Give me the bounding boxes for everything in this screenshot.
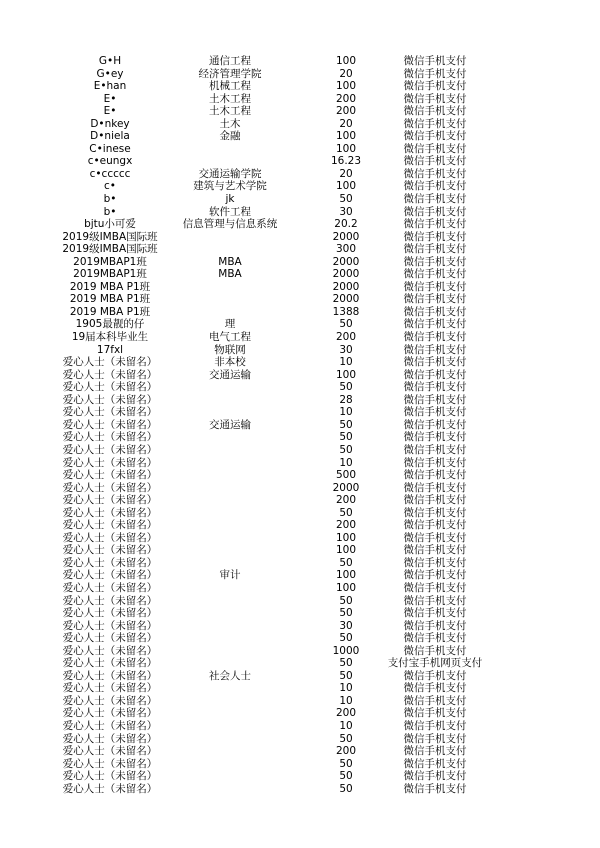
table-row [0,783,600,796]
payment-method: 微信手机支付 [403,255,467,268]
payment-method: 微信手机支付 [403,531,467,544]
donor-major: 电气工程 [209,331,251,344]
donation-amount: 20 [339,67,353,80]
table-row [0,168,600,181]
donation-amount: 2000 [332,481,360,494]
table-row [0,344,600,357]
donation-amount: 10 [339,719,353,732]
table-row [0,657,600,670]
table-row [0,457,600,470]
donation-amount: 50 [339,443,353,456]
payment-method: 微信手机支付 [403,105,467,118]
donation-amount: 50 [339,607,353,620]
donor-major: 土木工程 [209,105,251,118]
donor-major: 交通运输学院 [198,167,262,180]
donor-name: E• [103,105,117,118]
donation-amount: 50 [339,381,353,394]
table-row [0,356,600,369]
donor-name: G•ey [96,67,124,80]
payment-method: 微信手机支付 [403,293,467,306]
donor-name: 2019级IMBA国际班 [62,243,158,256]
payment-method: 微信手机支付 [403,481,467,494]
donation-amount: 30 [339,343,353,356]
table-row [0,720,600,733]
donation-amount: 10 [339,694,353,707]
payment-method: 微信手机支付 [403,305,467,318]
donor-name: 1905最靓的仔 [75,318,145,331]
donor-major: 物联网 [214,343,246,356]
table-row [0,569,600,582]
donation-amount: 28 [339,393,353,406]
table-row [0,293,600,306]
donor-major: 通信工程 [209,55,251,67]
table-row [0,105,600,118]
donation-amount: 100 [335,569,357,582]
donor-major: 机械工程 [209,80,251,93]
donation-amount: 10 [339,456,353,469]
table-row [0,93,600,106]
donor-name: 2019 MBA P1班 [69,305,151,318]
payment-method: 微信手机支付 [403,331,467,344]
payment-method: 微信手机支付 [403,243,467,256]
table-row [0,682,600,695]
donor-name: 2019MBAP1班 [73,255,147,268]
donation-amount: 200 [335,105,357,118]
donor-major: 交通运输 [209,368,251,381]
payment-method: 微信手机支付 [403,443,467,456]
table-row [0,206,600,219]
donation-amount: 50 [339,506,353,519]
table-row [0,268,600,281]
payment-method: 微信手机支付 [403,745,467,758]
payment-method: 微信手机支付 [403,117,467,130]
donor-major: 理 [224,318,236,331]
payment-method: 微信手机支付 [403,594,467,607]
table-row [0,607,600,620]
table-row [0,331,600,344]
donor-name: 爱心人士（未留名） [62,669,158,682]
donation-amount: 200 [335,92,357,105]
donor-name: 爱心人士（未留名） [62,581,158,594]
table-row [0,306,600,319]
donor-major: 审计 [219,569,241,582]
table-row [0,68,600,81]
table-row [0,180,600,193]
donor-name: 爱心人士（未留名） [62,494,158,507]
donation-amount: 20.2 [334,218,358,231]
donation-amount: 10 [339,682,353,695]
donor-name: 爱心人士（未留名） [62,719,158,732]
table-row [0,444,600,457]
donor-name: 2019 MBA P1班 [69,280,151,293]
donation-amount: 100 [335,80,357,93]
donor-name: 爱心人士（未留名） [62,619,158,632]
payment-method: 微信手机支付 [403,644,467,657]
table-row [0,707,600,720]
payment-method: 微信手机支付 [403,356,467,369]
payment-method: 微信手机支付 [403,155,467,168]
payment-method: 微信手机支付 [403,406,467,419]
donor-name: 爱心人士（未留名） [62,506,158,519]
table-row [0,394,600,407]
payment-method: 微信手机支付 [403,782,467,795]
table-row [0,519,600,532]
donation-amount: 50 [339,632,353,645]
donation-amount: 2000 [332,280,360,293]
payment-method: 微信手机支付 [403,280,467,293]
payment-method: 微信手机支付 [403,80,467,93]
table-row [0,193,600,206]
donor-name: 2019级IMBA国际班 [62,230,158,243]
donor-major: MBA [218,268,242,281]
table-row [0,281,600,294]
payment-method: 微信手机支付 [403,669,467,682]
table-row [0,595,600,608]
payment-method: 微信手机支付 [403,368,467,381]
payment-method: 微信手机支付 [403,130,467,143]
donor-name: 爱心人士（未留名） [62,732,158,745]
payment-method: 微信手机支付 [403,205,467,218]
table-row [0,155,600,168]
table-row [0,243,600,256]
donation-amount: 30 [339,205,353,218]
payment-method: 微信手机支付 [403,694,467,707]
donor-name: 爱心人士（未留名） [62,745,158,758]
donation-amount: 200 [335,519,357,532]
payment-method: 微信手机支付 [403,218,467,231]
table-row [0,695,600,708]
donation-amount: 50 [339,418,353,431]
table-row [0,582,600,595]
table-row [0,770,600,783]
donation-amount: 1000 [332,644,360,657]
donor-name: D•niela [90,130,130,143]
payment-method: 微信手机支付 [403,142,467,155]
donor-major: 经济管理学院 [198,67,262,80]
donation-amount: 2000 [332,293,360,306]
donor-major: 信息管理与信息系统 [182,218,278,231]
payment-method: 微信手机支付 [403,506,467,519]
donor-name: 爱心人士（未留名） [62,782,158,795]
payment-method: 微信手机支付 [403,757,467,770]
payment-method: 微信手机支付 [403,456,467,469]
donation-amount: 50 [339,669,353,682]
donor-name: 爱心人士（未留名） [62,431,158,444]
donor-name: E•han [93,80,127,93]
table-row [0,544,600,557]
donor-name: 19届本科毕业生 [71,331,149,344]
donation-amount: 100 [335,581,357,594]
payment-method: 微信手机支付 [403,418,467,431]
donation-table [0,55,600,795]
donation-amount: 16.23 [330,155,362,168]
donor-name: c•ccccc [89,167,131,180]
table-row [0,482,600,495]
donation-amount: 1388 [332,305,360,318]
donation-amount: 30 [339,619,353,632]
table-row [0,557,600,570]
donor-major: jk [225,193,235,206]
donation-amount: 100 [335,142,357,155]
donor-name: 爱心人士（未留名） [62,456,158,469]
donation-amount: 2000 [332,255,360,268]
donation-amount: 2000 [332,268,360,281]
donation-amount: 100 [335,544,357,557]
table-row [0,318,600,331]
donor-name: 爱心人士（未留名） [62,393,158,406]
donor-name: 爱心人士（未留名） [62,381,158,394]
donor-name: 2019MBAP1班 [73,268,147,281]
payment-method: 微信手机支付 [403,770,467,783]
payment-method: 微信手机支付 [403,707,467,720]
table-row [0,532,600,545]
table-row [0,118,600,131]
payment-method: 微信手机支付 [403,494,467,507]
payment-method: 微信手机支付 [403,632,467,645]
donor-name: 爱心人士（未留名） [62,632,158,645]
donor-name: 爱心人士（未留名） [62,519,158,532]
table-row [0,632,600,645]
donor-name: 爱心人士（未留名） [62,682,158,695]
donor-name: 爱心人士（未留名） [62,694,158,707]
table-row [0,218,600,231]
donation-amount: 50 [339,770,353,783]
table-row [0,469,600,482]
donor-name: bjtu小可爱 [84,218,136,231]
donor-name: 爱心人士（未留名） [62,556,158,569]
payment-method: 微信手机支付 [403,318,467,331]
donation-amount: 200 [335,707,357,720]
payment-method: 微信手机支付 [403,682,467,695]
donor-name: 爱心人士（未留名） [62,481,158,494]
donation-amount: 200 [335,331,357,344]
table-row [0,256,600,269]
donor-major: 软件工程 [209,205,251,218]
donation-amount: 300 [335,243,357,256]
donation-amount: 50 [339,594,353,607]
donor-name: 爱心人士（未留名） [62,644,158,657]
table-row [0,369,600,382]
donation-amount: 50 [339,556,353,569]
table-row [0,80,600,93]
table-row [0,231,600,244]
payment-method: 微信手机支付 [403,732,467,745]
donor-name: b• [103,193,117,206]
payment-method: 微信手机支付 [403,581,467,594]
table-row [0,758,600,771]
donation-amount: 100 [335,130,357,143]
donor-name: c•eungx [87,155,133,168]
donor-name: 2019 MBA P1班 [69,293,151,306]
donation-amount: 100 [335,531,357,544]
donor-major: 土木 [219,117,241,130]
donation-amount: 200 [335,745,357,758]
table-row [0,431,600,444]
payment-method: 微信手机支付 [403,230,467,243]
donor-major: MBA [218,255,242,268]
donor-name: 爱心人士（未留名） [62,406,158,419]
donor-major: 土木工程 [209,92,251,105]
donation-amount: 200 [335,494,357,507]
donor-major: 交通运输 [209,418,251,431]
table-row [0,670,600,683]
table-row [0,620,600,633]
donor-name: 爱心人士（未留名） [62,469,158,482]
donation-amount: 20 [339,167,353,180]
payment-method: 微信手机支付 [403,67,467,80]
table-row [0,130,600,143]
table-row [0,406,600,419]
payment-method: 微信手机支付 [403,55,467,67]
donation-amount: 10 [339,356,353,369]
donation-amount: 50 [339,657,353,670]
table-row [0,381,600,394]
donor-name: E• [103,92,117,105]
table-row [0,143,600,156]
donation-amount: 2000 [332,230,360,243]
donor-name: 爱心人士（未留名） [62,770,158,783]
donor-name: G•H [98,55,122,67]
donor-name: 17fxl [96,343,124,356]
donation-amount: 100 [335,368,357,381]
donor-name: 爱心人士（未留名） [62,356,158,369]
payment-method: 微信手机支付 [403,719,467,732]
payment-method: 微信手机支付 [403,519,467,532]
donor-major: 金融 [219,130,241,143]
donation-amount: 50 [339,318,353,331]
donor-name: C•inese [89,142,131,155]
donor-name: b• [103,205,117,218]
payment-method: 微信手机支付 [403,431,467,444]
donor-name: 爱心人士（未留名） [62,544,158,557]
donation-amount: 10 [339,406,353,419]
donor-name: 爱心人士（未留名） [62,531,158,544]
donation-amount: 20 [339,117,353,130]
donation-amount: 50 [339,782,353,795]
payment-method: 微信手机支付 [403,469,467,482]
donor-name: 爱心人士（未留名） [62,368,158,381]
donation-amount: 50 [339,431,353,444]
donor-name: 爱心人士（未留名） [62,657,158,670]
table-row [0,419,600,432]
donor-name: 爱心人士（未留名） [62,707,158,720]
payment-method: 微信手机支付 [403,556,467,569]
donation-amount: 50 [339,732,353,745]
donation-amount: 100 [335,180,357,193]
donation-amount: 50 [339,757,353,770]
table-row [0,507,600,520]
payment-method: 微信手机支付 [403,193,467,206]
donation-amount: 100 [335,55,357,67]
donor-name: 爱心人士（未留名） [62,607,158,620]
payment-method: 微信手机支付 [403,180,467,193]
table-row [0,745,600,758]
donation-amount: 50 [339,193,353,206]
payment-method: 微信手机支付 [403,268,467,281]
payment-method: 支付宝手机网页支付 [387,657,483,670]
donor-name: 爱心人士（未留名） [62,594,158,607]
payment-method: 微信手机支付 [403,381,467,394]
payment-method: 微信手机支付 [403,569,467,582]
donor-major: 非本校 [214,356,246,369]
payment-method: 微信手机支付 [403,167,467,180]
table-row [0,733,600,746]
payment-method: 微信手机支付 [403,619,467,632]
table-row [0,55,600,68]
donor-name: 爱心人士（未留名） [62,443,158,456]
payment-method: 微信手机支付 [403,544,467,557]
donor-name: c• [104,180,116,193]
payment-method: 微信手机支付 [403,92,467,105]
table-row [0,645,600,658]
donor-major: 建筑与艺术学院 [193,180,267,193]
donor-name: 爱心人士（未留名） [62,418,158,431]
donor-name: D•nkey [90,117,130,130]
payment-method: 微信手机支付 [403,607,467,620]
donation-amount: 500 [335,469,357,482]
payment-method: 微信手机支付 [403,393,467,406]
donor-name: 爱心人士（未留名） [62,569,158,582]
donor-name: 爱心人士（未留名） [62,757,158,770]
payment-method: 微信手机支付 [403,343,467,356]
table-row [0,494,600,507]
donor-major: 社会人士 [209,669,251,682]
